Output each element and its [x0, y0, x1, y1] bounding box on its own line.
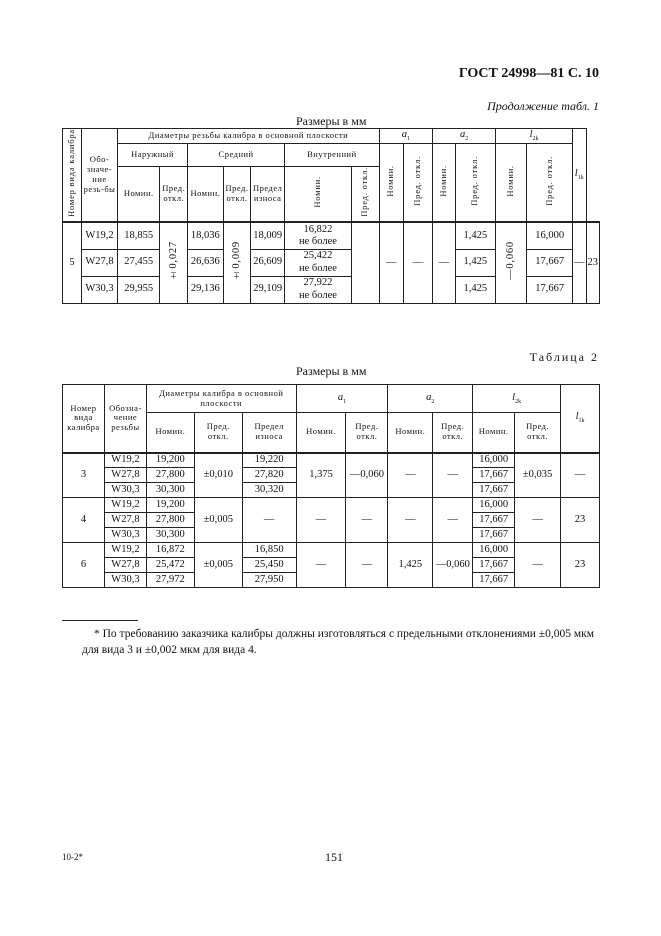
header-a1: $a_1$ [379, 129, 432, 144]
table-2 [62, 384, 600, 588]
t2-cell-view: 4 [63, 498, 105, 543]
t2-cell-des: W30,3 [104, 528, 146, 543]
t2-cell-view: 3 [63, 453, 105, 498]
t2-cell-l1k: — [561, 453, 600, 498]
cell-outer: 18,855 [118, 222, 160, 249]
t2-cell-nom: 30,300 [146, 528, 194, 543]
t2-header-a1: $a_1$ [296, 385, 388, 413]
t2-cell-a1-tol: —0,060 [346, 453, 388, 498]
t2-cell-l2k: 17,667 [473, 528, 515, 543]
cell-wear: 18,009 [251, 222, 285, 249]
t2-header-a1-nominal: Номин. [296, 413, 346, 453]
t2-cell-a2-tol: — [433, 453, 473, 498]
t2-cell-des: W19,2 [104, 453, 146, 468]
header-outer-nominal: Номин. [118, 167, 160, 222]
t2-header-l2k-tol: Пред. откл. [515, 413, 561, 453]
cell-mid: 29,136 [188, 276, 224, 303]
t2-header-diameters: Диаметры калибра в основной плоскости [146, 385, 296, 413]
cell-mid: 18,036 [188, 222, 224, 249]
t2-cell-l2k-tol: ±0,035 [515, 453, 561, 498]
units-label-table1: Размеры в мм [296, 114, 367, 128]
t2-cell-nom: 27,972 [146, 573, 194, 588]
header-l1k: $l_{1k}$ [573, 129, 587, 223]
t2-cell-l1k: 23 [561, 498, 600, 543]
header-inner: Внутренний [285, 143, 380, 166]
t2-cell-nom: 16,872 [146, 543, 194, 558]
t2-header-l2k: $l_{2k}$ [473, 385, 561, 413]
t2-cell-tol: ±0,010 [194, 453, 242, 498]
t2-header-designation: Обозна-чение резьбы [104, 385, 146, 453]
t2-cell-nom: 19,200 [146, 498, 194, 513]
cell-a2-val: 1,425 [455, 222, 496, 249]
header-designation: Обо-значе-ние резь-бы [81, 129, 117, 223]
t2-cell-nom: 19,200 [146, 453, 194, 468]
t2-cell-l2k: 17,667 [473, 513, 515, 528]
cell-inner: 27,922 не более [285, 276, 352, 303]
cell-view: 5 [63, 222, 82, 303]
t2-cell-nom: 30,300 [146, 483, 194, 498]
cell-inner: 25,422 не более [285, 249, 352, 276]
t2-cell-a1-tol: — [346, 498, 388, 543]
t2-cell-des: W27,8 [104, 468, 146, 483]
t2-header-l2k-nominal: Номин. [473, 413, 515, 453]
page-number: 151 [325, 850, 343, 864]
cell-inner-tol [351, 222, 379, 303]
t2-cell-wear: 19,220 [242, 453, 296, 468]
t2-cell-a2-nom: — [388, 498, 433, 543]
t2-cell-nom: 27,800 [146, 468, 194, 483]
cell-a1-nom: — [379, 222, 403, 303]
header-a2-tol: Пред. откл. [455, 143, 496, 222]
header-inner-tol: Пред. откл. [351, 167, 379, 222]
table-2-label: Таблица 2 [529, 350, 599, 364]
cell-wear: 26,609 [251, 249, 285, 276]
cell-des: W27,8 [81, 249, 117, 276]
t2-cell-view: 6 [63, 543, 105, 588]
cell-des: W30,3 [81, 276, 117, 303]
t2-cell-a1-tol: — [346, 543, 388, 588]
t2-cell-des: W19,2 [104, 543, 146, 558]
t2-cell-l2k: 16,000 [473, 498, 515, 513]
t2-cell-l2k: 17,667 [473, 573, 515, 588]
t2-cell-a1-nom: 1,375 [296, 453, 346, 498]
header-middle: Средний [188, 143, 285, 166]
t2-header-a2-nominal: Номин. [388, 413, 433, 453]
t2-header-nominal: Номин. [146, 413, 194, 453]
footnote-separator [62, 620, 138, 621]
t2-cell-l2k: 17,667 [473, 558, 515, 573]
t2-cell-des: W27,8 [104, 558, 146, 573]
header-middle-nominal: Номин. [188, 167, 224, 222]
cell-a2-val: 1,425 [455, 249, 496, 276]
header-l2k: $l_{2k}$ [496, 129, 573, 144]
t2-header-wear: Предел износа [242, 413, 296, 453]
cell-l1k: 23 [586, 222, 600, 303]
header-outer: Наружный [118, 143, 188, 166]
t2-cell-l2k-tol: — [515, 498, 561, 543]
header-a2: $a_2$ [433, 129, 496, 144]
t2-cell-wear: 30,320 [242, 483, 296, 498]
cell-l2k: 17,667 [527, 276, 573, 303]
t2-cell-a1-nom: — [296, 498, 346, 543]
t2-cell-des: W30,3 [104, 483, 146, 498]
header-a1-tol: Пред. откл. [403, 143, 432, 222]
header-a2-nominal: Номин. [433, 143, 455, 222]
header-inner-nominal: Номин. [285, 167, 352, 222]
cell-inner: 16,822 не более [285, 222, 352, 249]
t2-cell-a2-nom: — [388, 453, 433, 498]
cell-a2-tol: —0,060 [496, 222, 527, 303]
t2-cell-a1-nom: — [296, 543, 346, 588]
cell-wear: 29,109 [251, 276, 285, 303]
cell-l2k: 17,667 [527, 249, 573, 276]
cell-mid: 26,636 [188, 249, 224, 276]
t2-cell-wear: 25,450 [242, 558, 296, 573]
t2-header-a1-tol: Пред. откл. [346, 413, 388, 453]
t2-cell-tol: ±0,005 [194, 498, 242, 543]
cell-l2k-tol: — [573, 222, 587, 303]
header-view-num: Номер вида калибра [63, 129, 82, 223]
footnote: * По требованию заказчика калибры должны изготовляться с предельными отклонениями ±0,005 мкм для вида 3 и ±0,002 мкм для вида 4. [82, 628, 594, 656]
table-1 [62, 128, 600, 304]
t2-header-a2: $a_2$ [388, 385, 473, 413]
cell-l2k: 16,000 [527, 222, 573, 249]
t2-cell-a2-nom: 1,425 [388, 543, 433, 588]
t2-cell-a2-tol: — [433, 498, 473, 543]
t2-cell-l1k: 23 [561, 543, 600, 588]
print-signature: 10-2* [62, 852, 83, 862]
page-header: ГОСТ 24998—81 С. 10 [458, 66, 599, 81]
cell-outer: 27,455 [118, 249, 160, 276]
t2-cell-l2k-tol: — [515, 543, 561, 588]
t2-cell-wear: 16,850 [242, 543, 296, 558]
cell-a1-tol: — [403, 222, 432, 303]
header-l2k-tol: Пред. откл. [527, 143, 573, 222]
t2-cell-l2k: 16,000 [473, 453, 515, 468]
header-a1-nominal: Номин. [379, 143, 403, 222]
t2-cell-wear: 27,820 [242, 468, 296, 483]
t2-cell-des: W30,3 [104, 573, 146, 588]
t2-cell-nom: 27,800 [146, 513, 194, 528]
t2-header-a2-tol: Пред. откл. [433, 413, 473, 453]
t2-cell-a2-tol: —0,060 [433, 543, 473, 588]
t2-cell-tol: ±0,005 [194, 543, 242, 588]
header-middle-tol: Пред. откл. [223, 167, 251, 222]
t2-cell-l2k: 17,667 [473, 468, 515, 483]
t2-cell-wear: 27,950 [242, 573, 296, 588]
t2-cell-l2k: 17,667 [473, 483, 515, 498]
t2-cell-wear: — [242, 498, 296, 543]
header-outer-tol: Пред. откл. [160, 167, 188, 222]
header-middle-wear: Предел износа [251, 167, 285, 222]
t2-cell-des: W27,8 [104, 513, 146, 528]
cell-mid-tol: ±0,009 [223, 222, 251, 303]
t2-cell-des: W19,2 [104, 498, 146, 513]
t2-cell-nom: 25,472 [146, 558, 194, 573]
header-l2k-nominal: Номин. [496, 143, 527, 222]
header-diameters: Диаметры резьбы калибра в основной плоскости [118, 129, 380, 144]
cell-outer-tol: ±0,027 [160, 222, 188, 303]
table-continuation-label: Продолжение табл. 1 [487, 99, 599, 113]
t2-header-tol: Пред. откл. [194, 413, 242, 453]
cell-a2-val: 1,425 [455, 276, 496, 303]
t2-header-l1k: $l_{1k}$ [561, 385, 600, 453]
cell-a2-nom: — [433, 222, 455, 303]
t2-cell-l2k: 16,000 [473, 543, 515, 558]
cell-outer: 29,955 [118, 276, 160, 303]
cell-des: W19,2 [81, 222, 117, 249]
t2-header-view: Номер вида калибра [63, 385, 105, 453]
units-label-table2: Размеры в мм [296, 364, 367, 378]
